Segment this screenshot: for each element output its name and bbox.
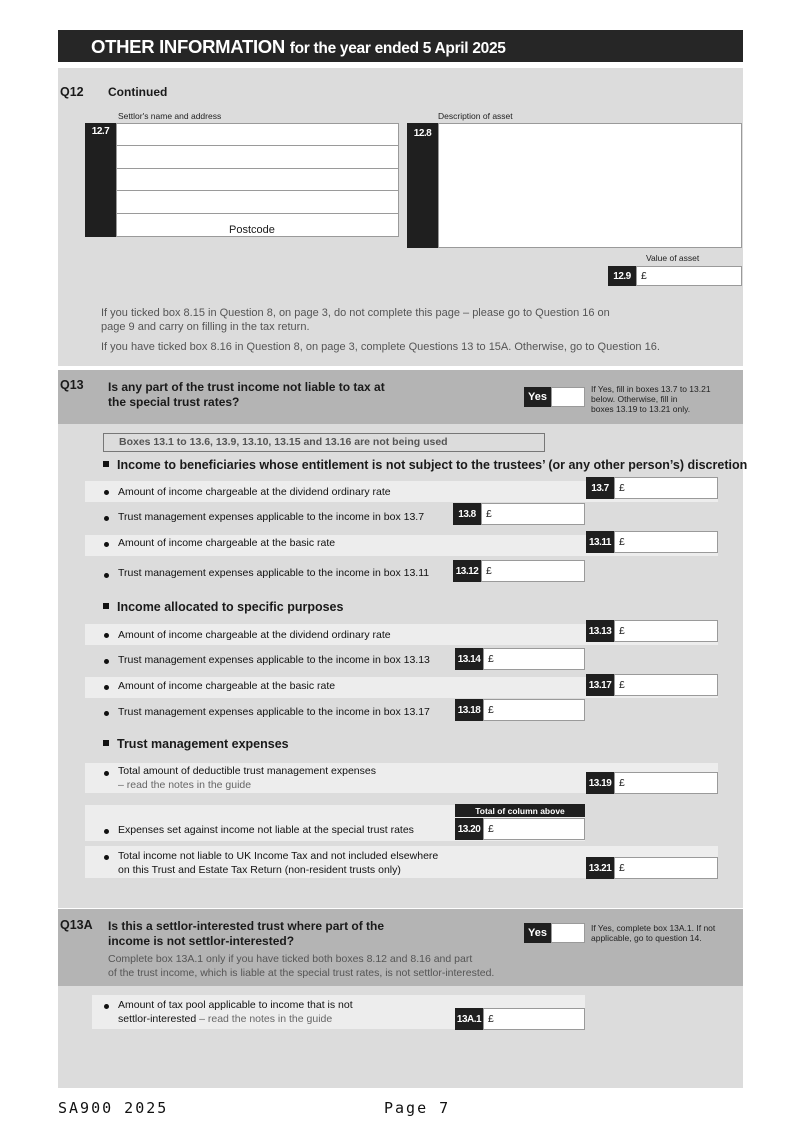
q12-note-1: If you ticked box 8.15 in Question 8, on page 3, do not complete this page – please go to Question 16 on page 9 and carry on filling in the tax return.	[101, 307, 610, 333]
asset-description-field[interactable]	[438, 123, 742, 248]
q13a-side-note: If Yes, complete box 13A.1. If not applicable, go to question 14.	[591, 923, 716, 943]
row-13-20-text: Expenses set against income not liable at the special trust rates	[118, 824, 414, 836]
bullet-icon	[104, 829, 109, 834]
box-13-19-label: 13.19	[586, 772, 614, 794]
bullet-icon	[104, 1004, 109, 1009]
row-13-7-text: Amount of income chargeable at the dividend ordinary rate	[118, 486, 391, 498]
box-12-9-label: 12.9	[608, 266, 636, 286]
row-13-12-text: Trust management expenses applicable to the income in box 13.11	[118, 567, 430, 579]
row-13-17-text: Amount of income chargeable at the basic rate	[118, 680, 336, 692]
box-13-11-field[interactable]: £	[614, 531, 718, 553]
row-13-21-text: Total income not liable to UK Income Tax and not included elsewhere on this Trust and Estate Tax Return (non-resident trusts only)	[118, 850, 439, 876]
row-13-14-text: Trust management expenses applicable to the income in box 13.13	[118, 654, 430, 666]
box-12-8-label: 12.8	[407, 123, 438, 248]
bullet-icon	[104, 573, 109, 578]
q12-note-2: If you have ticked box 8.16 in Question 8, on page 3, complete Questions 13 to 15A. Otherwise, go to Question 16.	[101, 341, 660, 353]
box-13-18-label: 13.18	[455, 699, 483, 721]
row-13-18-text: Trust management expenses applicable to the income in box 13.17	[118, 706, 430, 718]
header-title: OTHER INFORMATION	[91, 36, 285, 57]
box-13-8-label: 13.8	[453, 503, 481, 525]
row-13a-1-text: Amount of tax pool applicable to income that is not settlor-interested – read the notes in the guide	[118, 999, 353, 1025]
box-13a-1-label: 13A.1	[455, 1008, 483, 1030]
value-label: Value of asset	[646, 253, 700, 263]
bullet-icon	[104, 771, 109, 776]
box-13a-1-field[interactable]: £	[483, 1008, 585, 1030]
asset-label: Description of asset	[438, 111, 513, 121]
page-number: Page 7	[384, 1099, 451, 1117]
bullet-icon	[104, 711, 109, 716]
bullet-icon	[104, 490, 109, 495]
box-13-11-label: 13.11	[586, 531, 614, 553]
settlor-address-field[interactable]	[116, 123, 399, 237]
unused-boxes-notice: Boxes 13.1 to 13.6, 13.9, 13.10, 13.15 and 13.16 are not being used	[103, 433, 545, 452]
postcode-label: Postcode	[229, 224, 275, 236]
q12-number: Q12	[60, 85, 84, 99]
box-13-21-field[interactable]: £	[614, 857, 718, 879]
box-13-18-field[interactable]: £	[483, 699, 585, 721]
bullet-icon	[104, 542, 109, 547]
settlor-label: Settlor's name and address	[118, 111, 222, 121]
page-header	[58, 30, 743, 62]
box-13-12-label: 13.12	[453, 560, 481, 582]
row-13-13-text: Amount of income chargeable at the dividend ordinary rate	[118, 629, 391, 641]
box-13-8-field[interactable]: £	[481, 503, 585, 525]
header-subtitle: for the year ended 5 April 2025	[289, 40, 506, 57]
q13a-title: Is this a settlor-interested trust where part of the income is not settlor-interested?	[108, 919, 385, 948]
q13-yes-checkbox[interactable]	[551, 387, 585, 407]
box-12-7-label: 12.7	[85, 123, 116, 237]
box-13-20-label: 13.20	[455, 818, 483, 840]
box-13-20-field[interactable]: £	[483, 818, 585, 840]
q13a-yes-checkbox[interactable]	[551, 923, 585, 943]
section-specific-purposes-title: Income allocated to specific purposes	[103, 600, 343, 614]
box-13-7-label: 13.7	[586, 477, 614, 499]
box-13-7-field[interactable]: £	[614, 477, 718, 499]
box-13-19-field[interactable]: £	[614, 772, 718, 794]
square-bullet-icon	[103, 461, 109, 467]
section-beneficiaries-title: Income to beneficiaries whose entitlement is not subject to the trustees’ (or any other person’s) discretion	[103, 458, 747, 472]
square-bullet-icon	[103, 740, 109, 746]
row-13-19-text: Total amount of deductible trust management expenses – read the notes in the guide	[118, 765, 376, 791]
bullet-icon	[104, 659, 109, 664]
box-13-14-label: 13.14	[455, 648, 483, 670]
q13a-note: Complete box 13A.1 only if you have ticked both boxes 8.12 and 8.16 and part of the trust income, which is liable at the special trust rates, is not settlor-interested.	[108, 953, 495, 979]
bullet-icon	[104, 685, 109, 690]
square-bullet-icon	[103, 603, 109, 609]
q13-number: Q13	[60, 378, 84, 392]
q13-side-note: If Yes, fill in boxes 13.7 to 13.21 below. Otherwise, fill in boxes 13.19 to 13.21 only.	[591, 384, 711, 414]
bullet-icon	[104, 516, 109, 521]
q13-yes-label: Yes	[524, 387, 551, 407]
box-13-21-label: 13.21	[586, 857, 614, 879]
box-13-17-field[interactable]: £	[614, 674, 718, 696]
box-13-12-field[interactable]: £	[481, 560, 585, 582]
bullet-icon	[104, 855, 109, 860]
bullet-icon	[104, 633, 109, 638]
asset-value-field[interactable]: £	[636, 266, 742, 286]
box-13-17-label: 13.17	[586, 674, 614, 696]
box-13-13-field[interactable]: £	[614, 620, 718, 642]
q13a-number: Q13A	[60, 918, 93, 932]
row-13-8-text: Trust management expenses applicable to the income in box 13.7	[118, 511, 425, 523]
box-13-14-field[interactable]: £	[483, 648, 585, 670]
q12-title: Continued	[108, 85, 168, 99]
q13-title: Is any part of the trust income not liable to tax at the special trust rates?	[108, 380, 385, 409]
section-management-expenses-title: Trust management expenses	[103, 737, 289, 751]
total-column-above-label: Total of column above	[455, 804, 585, 817]
q13a-yes-label: Yes	[524, 923, 551, 943]
row-13-11-text: Amount of income chargeable at the basic rate	[118, 537, 336, 549]
form-identifier: SA900 2025	[58, 1099, 169, 1117]
box-13-13-label: 13.13	[586, 620, 614, 642]
